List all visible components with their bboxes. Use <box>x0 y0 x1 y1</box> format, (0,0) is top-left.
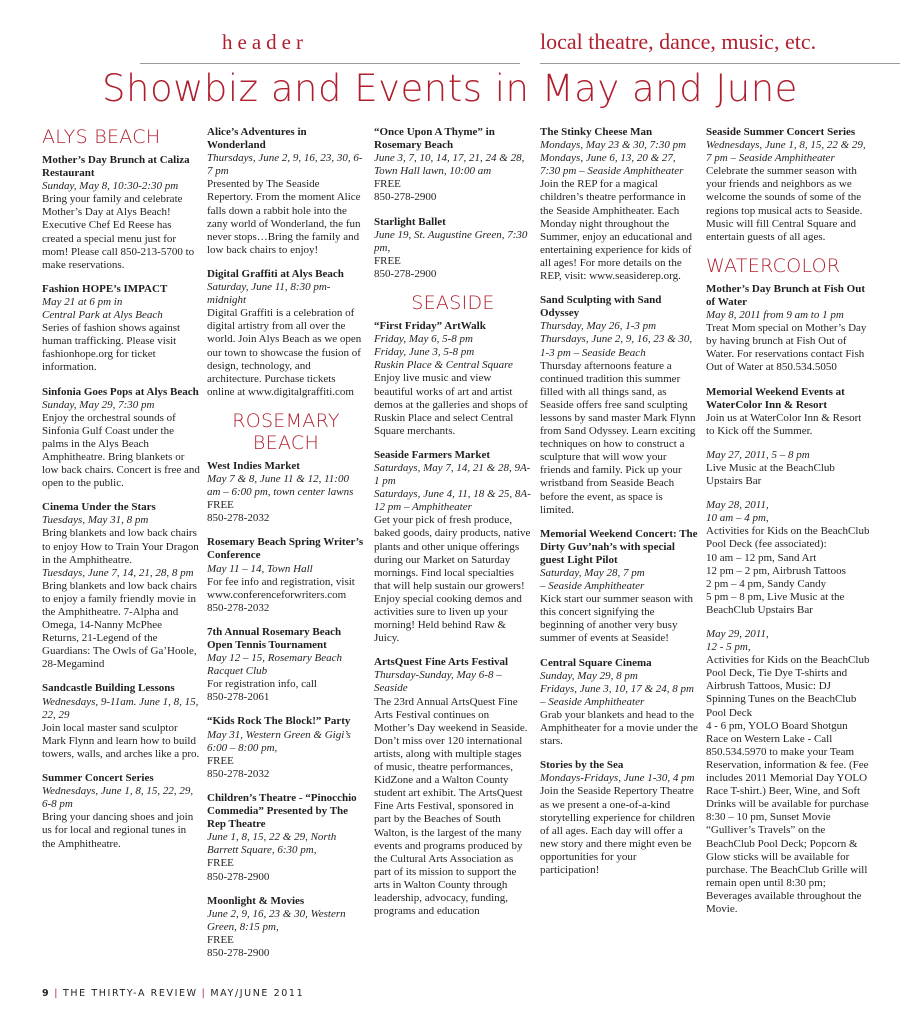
event-listing <box>706 449 871 488</box>
event-when: May 29, 2011, 12 - 5 pm, <box>706 628 769 654</box>
event-description: Get your pick of fresh produce, baked goods, dairy products, native plants and other unique offerings during our Market on Saturday mornings. Find local specialties that will help sustain our growers! Enjoy special cooking demos and activities sure to liven up your morning! Held behind Raw & Juicy. <box>374 514 531 645</box>
event-listing <box>207 268 365 399</box>
event-when: Wednesdays, June 1, 8, 15, 22, 29, 6-8 pm <box>42 785 194 811</box>
event-title: Digital Graffiti at Alys Beach <box>207 267 344 280</box>
event-description: Enjoy the orchestral sounds of Sinfonia Gulf Coast under the palms in the Alys Beach Amphitheatre. Bring blankets or low back chairs. Concert is free and open to the public. <box>42 411 200 490</box>
event-description: Presented by The Seaside Repertory. From the moment Alice falls down a rabbit hole into the zany world of Wonderland, the fun never stops…Bring the family and low back chairs to enjoy! <box>207 178 361 256</box>
event-title: Memorial Weekend Events at WaterColor Inn & Resort <box>706 385 845 411</box>
event-title: ArtsQuest Fine Arts Festival <box>374 656 509 669</box>
event-description: Activities for Kids on the BeachClub Pool Deck, Tie Dye T-shirts and Airbrush Tattoos, Music: DJ Spinning Tunes on the BeachClub Pool Deck 4 - 6 pm, YOLO Board Shotgun Race on Western Lake - Call 850.534.5970 to make your Team Reservation, information & fee. (Fee includes 2011 Memorial Day YOLO Race T-shirt.) Beer, Wine, and Soft Drinks will be available for purchase 8:30 – 10 pm, Sunset Movie “Gulliver’s Travels” on the BeachClub Pool Deck; Popcorn & Glow sticks will be available for purchase. The BeachClub Grille will remain open until 8:30 pm; Beverages available throughout the Movie. <box>706 654 870 915</box>
event-listing <box>706 386 871 438</box>
event-listing <box>207 895 365 960</box>
event-description: Kick start our summer season with this concert signifying the beginning of another very busy summer of events at Seaside! <box>540 593 694 645</box>
event-title: “Kids Rock The Block!” Party <box>207 715 351 728</box>
event-listing <box>207 536 365 615</box>
event-description: FREE 850-278-2900 <box>207 857 270 883</box>
event-description: Bring your dancing shoes and join us for local and regional tunes in the Amphitheatre. <box>42 811 194 850</box>
event-when: May 21 at 6 pm in Central Park at Alys Beach <box>42 295 163 322</box>
event-when: May 8, 2011 from 9 am to 1 pm <box>706 309 844 322</box>
column-2 <box>207 126 365 971</box>
town-heading: WATERCOLOR <box>706 254 841 277</box>
event-when: May 7 & 8, June 11 & 12, 11:00 am – 6:00 pm, town center lawns <box>207 472 354 499</box>
event-description: Thursday afternoons feature a continued tradition this summer filled with all things sand, as Seaside offers free sand sculpting lessons by sand master Mark Flynn from Sand Odyssey. Learn exciting techniques on how to construct a sculpture that will wow your friends and family. Pick up your wristband from Seaside Beach before the event, as space is limited. <box>540 359 696 516</box>
event-listing <box>207 460 365 525</box>
town-heading: ALYS BEACH <box>42 126 161 148</box>
event-description: Celebrate the summer season with your friends and neighbors as we welcome the sounds of some of the regions top musical acts to Seaside. Music will fill Central Square and entertain guests of all ages. <box>706 165 863 243</box>
event-title: Mother’s Day Brunch at Fish Out of Water <box>706 282 865 308</box>
event-listing <box>42 772 200 851</box>
event-when: Sunday, May 29, 7:30 pm <box>42 398 155 411</box>
event-title: Summer Concert Series <box>42 772 154 785</box>
event-when: Thursday, May 26, 1-3 pm Thursdays, June 2, 9, 16, 23 & 30, 1-3 pm – Seaside Beach <box>540 320 693 359</box>
event-description: The 23rd Annual ArtsQuest Fine Arts Festival continues on Mother’s Day weekend in Seaside. Don’t miss over 120 international artists, along with multiple stages of music, theatre performances, KidZone and a Walton County student art exhibit. The ArtsQuest Fine Arts Festival, sponsored in part by the Beaches of South Walton, is the largest of the many events and programs produced by the Cultural Arts Association as part of its mission to support the arts in Walton County through leadership, advocacy, funding, programs and education <box>374 695 528 918</box>
event-description: Bring blankets and low back chairs to enjoy How to Train Your Dragon in the Amphitheatre. <box>42 527 199 566</box>
event-listing <box>540 657 698 749</box>
publication-name: THE THIRTY-A REVIEW <box>63 988 198 999</box>
page-number: 9 <box>42 988 51 999</box>
event-description: FREE 850-278-2032 <box>207 499 270 525</box>
event-listing <box>42 386 200 491</box>
event-description: Live Music at the BeachClub Upstairs Bar <box>706 461 835 488</box>
event-when: Mondays, May 23 & 30, 7:30 pm Mondays, June 6, 13, 20 & 27, 7:30 pm – Seaside Amphitheater <box>540 139 687 178</box>
event-when: June 19, St. Augustine Green, 7:30 pm, <box>374 228 528 254</box>
section-header-left: header <box>222 30 308 54</box>
event-description: Digital Graffiti is a celebration of digital artistry from all over the world. Join Alys Beach as we open our town to showcase the fusion of design, technology, and architecture. Purchase tickets online at www.digitalgraffiti.com <box>207 307 362 398</box>
event-when: Saturdays, May 7, 14, 21 & 28, 9A-1 pm Saturdays, June 4, 11, 18 & 25, 8A-12 pm – Amphitheater <box>374 461 531 514</box>
event-listing <box>42 154 200 272</box>
event-listing <box>540 528 698 646</box>
event-listing <box>374 126 532 205</box>
event-title: Children’s Theatre - “Pinocchio Commedia” Presented by The Rep Theatre <box>207 791 357 831</box>
event-listing <box>42 501 200 671</box>
event-title: Rosemary Beach Spring Writer’s Conference <box>207 536 364 562</box>
event-title: “Once Upon A Thyme” in Rosemary Beach <box>374 126 495 152</box>
event-when: Tuesdays, May 31, 8 pm <box>42 514 149 527</box>
event-title: Moonlight & Movies <box>207 894 305 907</box>
event-when: June 2, 9, 16, 23 & 30, Western Green, 8:15 pm, <box>207 907 346 933</box>
event-when: Thursdays, June 2, 9, 16, 23, 30, 6-7 pm <box>207 152 363 178</box>
section-header-right: local theatre, dance, music, etc. <box>540 29 817 54</box>
event-description: FREE 850-278-2032 <box>207 754 270 780</box>
event-description: Join the REP for a magical children’s theatre performance in the Seaside Amphitheater. Each Monday night throughout the Summer, enjoy an educational and entertaining experience for kids of all ages! For more details on the REP, visit: www.seasiderep.org. <box>540 178 692 283</box>
event-when: May 12 – 15, Rosemary Beach Racquet Club <box>207 652 343 678</box>
town-heading: ROSEMARY BEACH <box>232 409 340 454</box>
page-footer <box>42 988 304 999</box>
event-description: FREE 850-278-2900 <box>207 933 270 959</box>
event-title: Stories by the Sea <box>540 759 624 772</box>
event-when: June 1, 8, 15, 22 & 29, North Barrett Square, 6:30 pm, <box>207 831 337 857</box>
event-when: Thursday-Sunday, May 6-8 – Seaside <box>374 669 502 695</box>
event-listing <box>540 126 698 283</box>
event-when: Wednesdays, June 1, 8, 15, 22 & 29, 7 pm – Seaside Amphitheater <box>706 139 866 165</box>
event-description: Series of fashion shows against human trafficking. Please visit fashionhope.org for ticket information. <box>42 322 181 374</box>
event-listing <box>540 294 698 517</box>
event-title: Fashion HOPE’s IMPACT <box>42 282 168 295</box>
footer-separator: | <box>54 988 60 999</box>
event-description: Join local master sand sculptor Mark Flynn and learn how to build towers, walls, and arches like a pro. <box>42 721 200 760</box>
event-description: Join the Seaside Repertory Theatre as we present a one-of-a-kind storytelling experience for children of all ages. Each day will offer a new story and there might even be opportunities for your participation! <box>540 785 695 876</box>
event-description: For fee info and registration, visit www.conferenceforwriters.com 850-278-2032 <box>207 575 355 614</box>
event-listing <box>706 628 871 916</box>
event-when: May 11 – 14, Town Hall <box>207 562 313 575</box>
event-title: Seaside Farmers Market <box>374 448 491 461</box>
event-listing <box>207 126 365 257</box>
page-title: Showbiz and Events in May and June <box>102 67 798 110</box>
event-description: Grab your blankets and head to the Amphitheater for a movie under the stars. <box>540 708 698 748</box>
event-when: May 31, Western Green & Gigi’s 6:00 – 8:00 pm, <box>207 728 351 754</box>
event-when: May 28, 2011, 10 am – 4 pm, <box>706 499 769 525</box>
event-when: Mondays-Fridays, June 1-30, 4 pm <box>540 772 695 785</box>
event-description: Join us at WaterColor Inn & Resort to Kick off the Summer. <box>706 411 862 437</box>
event-title: “First Friday” ArtWalk <box>374 320 486 333</box>
event-when: Friday, May 6, 5-8 pm Friday, June 3, 5-8 pm Ruskin Place & Central Square <box>374 333 513 372</box>
event-title: 7th Annual Rosemary Beach Open Tennis Tournament <box>207 625 342 651</box>
event-title: Cinema Under the Stars <box>42 501 156 514</box>
event-when: Wednesdays, 9-11am. June 1, 8, 15, 22, 29 <box>42 695 199 721</box>
event-description: Treat Mom special on Mother’s Day by having brunch at Fish Out of Water. For reservations contact Fish Out of Water at 850.534.5050 <box>706 322 867 374</box>
column-5 <box>706 126 871 927</box>
event-listing <box>374 449 532 645</box>
event-title: The Stinky Cheese Man <box>540 126 653 138</box>
issue-date: MAY/JUNE 2011 <box>210 988 305 999</box>
event-description: Bring your family and celebrate Mother’s Day at Alys Beach! Executive Chef Ed Reese has created a special menu just for mom! Please call 850-213-5700 to make reservations. <box>42 193 195 271</box>
event-listing <box>374 656 532 918</box>
event-listing <box>42 283 200 375</box>
column-1 <box>42 126 200 862</box>
column-4 <box>540 126 698 888</box>
event-description: For registration info, call 850-278-2061 <box>207 678 317 704</box>
event-listing <box>207 715 365 780</box>
event-title: Central Square Cinema <box>540 656 652 669</box>
town-heading: SEASIDE <box>411 292 495 315</box>
event-description: Bring blankets and low back chairs to enjoy a family friendly movie in the Amphitheatre. 7-Alpha and Omega, 14-Nanny McPhee Returns, 21-Legend of the Guardians: The Owls of Ga’Hoole, 28-Megamind <box>42 579 197 671</box>
footer-separator-2: | <box>201 988 207 999</box>
event-when: May 27, 2011, 5 – 8 pm <box>706 448 810 461</box>
event-title: Sinfonia Goes Pops at Alys Beach <box>42 385 199 398</box>
event-title: Sand Sculpting with Sand Odyssey <box>540 294 662 320</box>
event-title: Sandcastle Building Lessons <box>42 682 175 695</box>
event-listing <box>706 499 871 617</box>
event-listing <box>374 320 532 438</box>
event-description: FREE 850-278-2900 <box>374 254 437 280</box>
event-listing <box>706 126 871 244</box>
event-title: Mother’s Day Brunch at Caliza Restaurant <box>42 154 190 180</box>
header-rule-right <box>540 63 900 64</box>
column-3 <box>374 126 532 929</box>
event-title: Seaside Summer Concert Series <box>706 126 856 138</box>
event-when: Saturday, June 11, 8:30 pm-midnight <box>207 281 331 307</box>
event-title: Alice’s Adventures in Wonderland <box>207 126 307 152</box>
event-description: Enjoy live music and view beautiful works of art and artist demos at the galleries and shops of Ruskin Place and select Central Square merchants. <box>374 372 528 437</box>
event-when: June 3, 7, 10, 14, 17, 21, 24 & 28, Town Hall lawn, 10:00 am <box>374 152 525 178</box>
event-title: Starlight Ballet <box>374 215 446 228</box>
event-listing <box>42 682 200 761</box>
event-listing <box>706 283 871 375</box>
event-title: West Indies Market <box>207 459 300 472</box>
event-listing <box>374 216 532 281</box>
header-rule-left <box>140 63 520 64</box>
event-listing <box>207 792 365 884</box>
event-description: Activities for Kids on the BeachClub Pool Deck (fee associated): 10 am – 12 pm, Sand Art 12 pm – 2 pm, Airbrush Tattoos 2 pm – 4 pm, Sandy Candy 5 pm – 8 pm, Live Music at the BeachClub Upstairs Bar <box>706 525 870 616</box>
event-description: FREE 850-278-2900 <box>374 178 437 204</box>
event-listing <box>207 626 365 705</box>
event-when: Sunday, May 29, 8 pm Fridays, June 3, 10, 17 & 24, 8 pm – Seaside Amphitheater <box>540 669 694 708</box>
event-when: Sunday, May 8, 10:30-2:30 pm <box>42 180 179 193</box>
event-when: Saturday, May 28, 7 pm – Seaside Amphitheater <box>540 567 645 593</box>
event-when: Tuesdays, June 7, 14, 21, 28, 8 pm <box>42 566 194 579</box>
event-listing <box>540 759 698 877</box>
event-title: Memorial Weekend Concert: The Dirty Guv’nah’s with special guest Light Pilot <box>540 527 698 566</box>
